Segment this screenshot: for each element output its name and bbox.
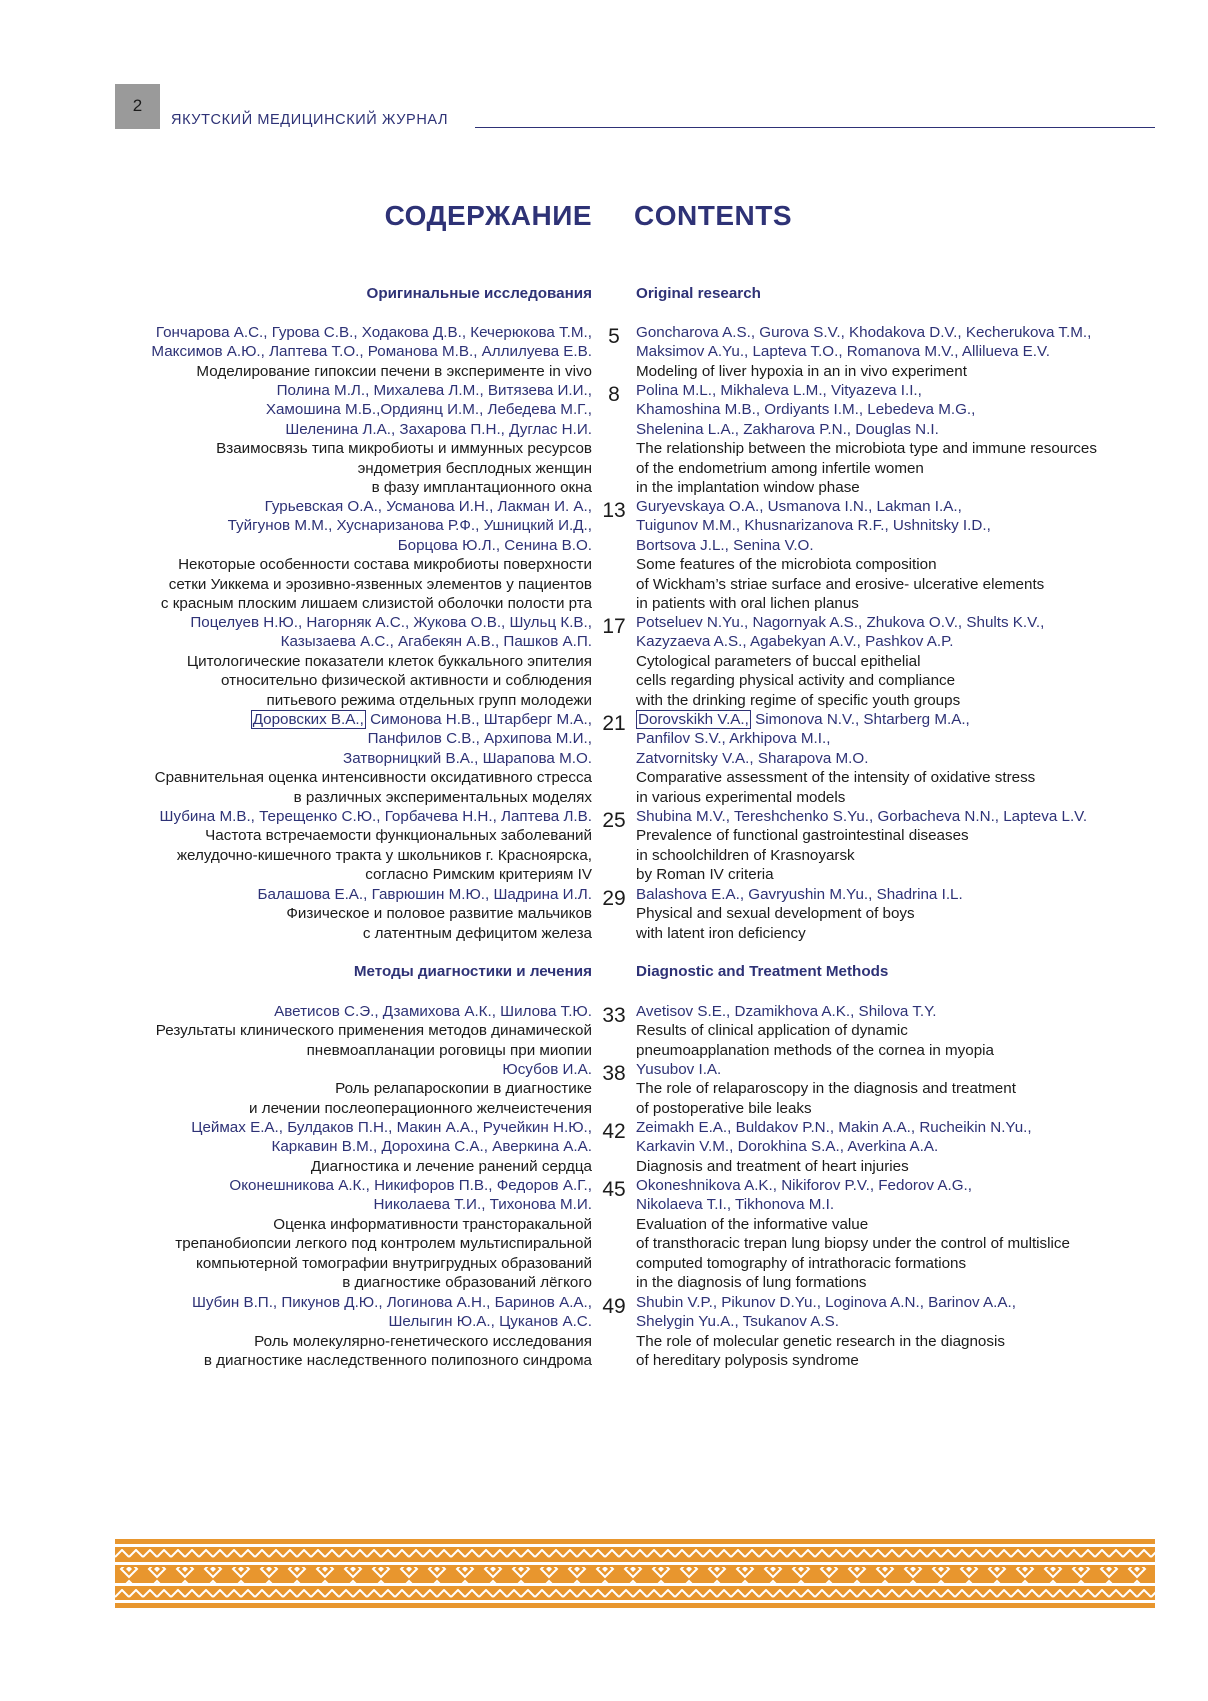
author-line: Казызаева А.С., Агабекян А.В., Пашков А.П. — [280, 633, 592, 651]
toc-page-number: 45 — [602, 1178, 626, 1201]
article-title-line: with the drinking regime of specific youth groups — [636, 691, 961, 709]
author-line: Затворницкий В.А., Шарапова М.О. — [343, 749, 592, 767]
author-line: Guryevskaya O.A., Usmanova I.N., Lakman I.A., — [636, 498, 962, 515]
author-line: Борцова Ю.Л., Сенина В.О. — [397, 536, 592, 554]
article-title-line: Evaluation of the informative value — [636, 1215, 869, 1233]
article-title-line: in patients with oral lichen planus — [636, 595, 859, 613]
author-line: Potseluev N.Yu., Nagornyak A.S., Zhukova O.V., Shults K.V., — [636, 614, 1045, 631]
article-title-line: желудочно-кишечного тракта у школьников г. Красноярска, — [176, 846, 592, 864]
toc-entry-en[interactable] — [636, 323, 1091, 381]
author-line: Panfilov S.V., Arkhipova M.I., — [636, 730, 831, 748]
author-line: Khamoshina M.B., Ordiyants I.M., Lebedeva M.G., — [636, 401, 976, 419]
author-line: Yusubov I.A. — [636, 1061, 722, 1078]
highlighted-author: Dorovskikh V.A., — [638, 711, 749, 728]
article-title-line: Роль релапароскопии в диагностике — [335, 1080, 592, 1098]
article-title-line: The role of relaparoscopy in the diagnosis and treatment — [636, 1080, 1016, 1098]
article-title-line: Modeling of liver hypoxia in an in vivo experiment — [636, 362, 967, 380]
toc-entry-en[interactable] — [636, 1118, 1032, 1176]
article-title-line: of transthoracic trepan lung biopsy under the control of multislice — [636, 1235, 1070, 1253]
highlighted-author: Доровских В.А., — [252, 711, 364, 728]
article-title-line: сетки Уиккема и эрозивно-язвенных элементов у пациентов — [168, 575, 592, 593]
author-line: Шубин В.П., Пикунов Д.Ю., Логинова А.Н., Баринов А.А., — [191, 1294, 592, 1311]
article-title-line: в фазу имплантационного окна — [371, 479, 592, 497]
toc-entry-en[interactable] — [636, 885, 963, 943]
article-title-line: Cytological parameters of buccal epithelial — [636, 652, 921, 670]
article-title-line: и лечении послеоперационного желчеистечения — [249, 1099, 592, 1117]
article-title-line: Цитологические показатели клеток буккального эпителия — [186, 652, 592, 670]
article-title-line: в различных экспериментальных моделях — [293, 788, 592, 806]
author-line: Shelygin Yu.A., Tsukanov A.S. — [636, 1313, 839, 1331]
toc-entry-en[interactable] — [636, 710, 1035, 807]
article-title-line: в диагностике образований лёгкого — [342, 1274, 592, 1292]
article-title-line: of postoperative bile leaks — [636, 1099, 812, 1117]
author-line: Гурьевская О.А., Усманова И.Н., Лакман И. А., — [264, 498, 592, 515]
author-line: Maksimov A.Yu., Lapteva T.O., Romanova M.V., Allilueva E.V. — [636, 343, 1050, 361]
toc-page-number: 33 — [602, 1004, 626, 1027]
toc-entry-ru[interactable] — [161, 497, 592, 613]
author-line: Goncharova A.S., Gurova S.V., Khodakova D.V., Kecherukova T.M., — [636, 324, 1092, 341]
article-title-line: in various experimental models — [636, 788, 846, 806]
toc-entry-en[interactable] — [636, 1176, 1070, 1292]
author-line: Nikolaeva T.I., Tikhonova M.I. — [636, 1196, 835, 1214]
author-line: Каркавин В.М., Дорохина С.А., Аверкина А.А. — [271, 1138, 592, 1156]
toc-entry-ru[interactable] — [155, 710, 592, 807]
article-title-line: Diagnosis and treatment of heart injuries — [636, 1157, 909, 1175]
author-line: Полина М.Л., Михалева Л.М., Витязева И.И., — [276, 382, 592, 399]
toc-page-number: 38 — [602, 1062, 626, 1085]
author-line: Shelenina L.A., Zakharova P.N., Douglas N.I. — [636, 420, 939, 438]
author-line: Поцелуев Н.Ю., Нагорняк А.С., Жукова О.В., Шульц К.В., — [190, 614, 592, 631]
author-line: Максимов А.Ю., Лаптева Т.О., Романова М.В., Аллилуева Е.В. — [151, 343, 592, 361]
author-line: Шеленина Л.А., Захарова П.Н., Дуглас Н.И. — [285, 420, 592, 438]
author-line: Kazyzaeva A.S., Agabekyan A.V., Pashkov A.P. — [636, 633, 954, 651]
article-title-line: Результаты клинического применения методов динамической — [155, 1022, 592, 1040]
article-title-line: Results of clinical application of dynamic — [636, 1022, 908, 1040]
article-title-line: пневмоапланации роговицы при миопии — [306, 1041, 592, 1059]
article-title-line: компьютерной томографии внутригрудных образований — [196, 1254, 592, 1272]
article-title-line: Physical and sexual development of boys — [636, 905, 915, 923]
article-title-line: Частота встречаемости функциональных заболеваний — [205, 827, 592, 845]
article-title-line: Some features of the microbiota composition — [636, 556, 937, 574]
article-title-line: относительно физической активности и соблюдения — [221, 672, 592, 690]
author-names: Simonova N.V., Shtarberg M.A., — [750, 711, 970, 728]
article-title-line: computed tomography of intrathoracic formations — [636, 1254, 967, 1272]
article-title-line: согласно Римским критериям IV — [365, 866, 592, 884]
author-line: Туйгунов М.М., Хуснаризанова Р.Ф., Ушницкий И.Д., — [227, 517, 592, 535]
article-title-line: of hereditary polyposis syndrome — [636, 1352, 859, 1370]
author-line: Tuigunov M.M., Khusnarizanova R.F., Ushnitsky I.D., — [636, 517, 991, 535]
author-line: Polina M.L., Mikhaleva L.M., Vityazeva I.I., — [636, 382, 922, 399]
toc-entry-en[interactable] — [636, 1002, 994, 1060]
author-line: Zeimakh E.A., Buldakov P.N., Makin A.A., Rucheikin N.Yu., — [636, 1119, 1032, 1136]
author-line: Avetisov S.E., Dzamikhova A.K., Shilova T.Y. — [636, 1003, 937, 1020]
toc-page-number: 42 — [602, 1120, 626, 1143]
author-line: Оконешникова А.К., Никифоров П.В., Федоров А.Г., — [229, 1177, 592, 1194]
section-heading-ru: Оригинальные исследования — [366, 285, 592, 302]
running-header — [115, 84, 1155, 130]
article-title-line: питьевого режима отдельных групп молодежи — [266, 691, 592, 709]
article-title-line: in schoolchildren of Krasnoyarsk — [636, 846, 855, 864]
article-title-line: Сравнительная оценка интенсивности оксидативного стресса — [154, 769, 592, 787]
article-title-line: with latent iron deficiency — [636, 924, 806, 942]
toc-entry-ru[interactable] — [216, 381, 592, 497]
toc-entry-ru[interactable] — [175, 1176, 592, 1292]
article-title-line: of Wickham’s striae surface and erosive- ulcerative elements — [636, 575, 1045, 593]
author-line: Shubin V.P., Pikunov D.Yu., Loginova A.N., Barinov A.A., — [636, 1294, 1016, 1311]
toc-entry-en[interactable] — [636, 1060, 1016, 1118]
author-line: Shubina M.V., Tereshchenko S.Yu., Gorbacheva N.N., Lapteva L.V. — [636, 808, 1088, 825]
article-title-line: pneumoapplanation methods of the cornea in myopia — [636, 1041, 994, 1059]
article-title-line: in the implantation window phase — [636, 479, 860, 497]
article-title-line: by Roman IV criteria — [636, 866, 774, 884]
toc-entry-ru[interactable] — [191, 1118, 592, 1176]
toc-entry-en[interactable] — [636, 1293, 1016, 1371]
toc-entry-en[interactable] — [636, 381, 1097, 497]
toc-page-number: 21 — [602, 712, 626, 735]
contents-title-ru: СОДЕРЖАНИЕ — [384, 200, 592, 231]
toc-page-number: 29 — [602, 887, 626, 910]
author-line: Аветисов С.Э., Дзамихова А.К., Шилова Т.Ю. — [274, 1003, 592, 1020]
toc-page-number: 17 — [602, 615, 626, 638]
author-line: Николаева Т.И., Тихонова М.И. — [373, 1196, 592, 1214]
author-line — [636, 710, 1035, 729]
article-title-line: Взаимосвязь типа микробиоты и иммунных ресурсов — [216, 440, 592, 458]
journal-title: ЯКУТСКИЙ МЕДИЦИНСКИЙ ЖУРНАЛ — [171, 112, 449, 128]
author-line — [155, 710, 592, 729]
header-rule — [475, 127, 1155, 128]
section-heading-en: Original research — [636, 285, 761, 302]
author-line: Цеймах Е.А., Булдаков П.Н., Макин А.А., Ручейкин Н.Ю., — [191, 1119, 592, 1136]
author-names: Симонова Н.В., Штарберг М.А., — [365, 711, 592, 728]
article-title-line: Физическое и половое развитие мальчиков — [286, 905, 592, 923]
author-line: Хамошина М.Б.,Ордиянц И.М., Лебедева М.Г., — [265, 401, 592, 419]
toc-entry-ru[interactable] — [249, 1060, 592, 1118]
article-title-line: Диагностика и лечение ранений сердца — [310, 1157, 592, 1175]
article-title-line: Некоторые особенности состава микробиоты поверхности — [178, 556, 592, 574]
article-title-line: Оценка информативности трансторакальной — [273, 1215, 592, 1233]
article-title-line: трепанобиопсии легкого под контролем мультиспиральной — [175, 1235, 592, 1253]
author-line: Балашова Е.А., Гаврюшин М.Ю., Шадрина И.Л. — [257, 886, 592, 903]
section-heading-en: Diagnostic and Treatment Methods — [636, 963, 889, 980]
toc-entry-ru[interactable] — [187, 613, 592, 710]
author-line: Юсубов И.А. — [502, 1061, 592, 1078]
toc-page-number: 8 — [608, 383, 620, 406]
article-title-line: The role of molecular genetic research in the diagnosis — [636, 1332, 1005, 1350]
article-title-line: Моделирование гипоксии печени в эксперименте in vivo — [196, 362, 592, 380]
article-title-line: с красным плоским лишаем слизистой оболочки полости рта — [160, 595, 592, 613]
toc-page-number: 25 — [602, 809, 626, 832]
author-line: Bortsova J.L., Senina V.O. — [636, 536, 814, 554]
article-title-line: Роль молекулярно-генетического исследования — [254, 1332, 592, 1350]
toc-page-number: 49 — [602, 1295, 626, 1318]
article-title-line: The relationship between the microbiota type and immune resources — [636, 440, 1097, 458]
contents-title-en: CONTENTS — [634, 200, 792, 231]
toc-entry-en[interactable] — [636, 613, 1044, 710]
toc-entry-en[interactable] — [636, 807, 1087, 885]
toc-entry-ru[interactable] — [160, 807, 592, 885]
article-title-line: с латентным дефицитом железа — [362, 924, 592, 942]
toc-entry-ru[interactable] — [156, 1002, 592, 1060]
author-line: Karkavin V.M., Dorokhina S.A., Averkina A.A. — [636, 1138, 939, 1156]
article-title-line: в диагностике наследственного полипозного синдрома — [203, 1352, 592, 1370]
article-title-line: of the endometrium among infertile women — [636, 459, 924, 477]
author-line: Шубина М.В., Терещенко С.Ю., Горбачева Н.Н., Лаптева Л.В. — [159, 808, 592, 825]
section-heading-ru: Методы диагностики и лечения — [353, 963, 592, 980]
toc-entry-en[interactable] — [636, 497, 1044, 613]
author-line: Панфилов С.В., Архипова М.И., — [367, 730, 592, 748]
article-title-line: Prevalence of functional gastrointestinal diseases — [636, 827, 969, 845]
author-line: Zatvornitsky V.A., Sharapova M.O. — [636, 749, 869, 767]
author-line: Okoneshnikova A.K., Nikiforov P.V., Fedorov A.G., — [636, 1177, 972, 1194]
toc-entry-ru[interactable] — [151, 323, 592, 381]
article-title-line: эндометрия бесплодных женщин — [357, 459, 592, 477]
toc-page-number: 5 — [608, 325, 620, 348]
author-line: Шелыгин Ю.А., Цуканов А.С. — [388, 1313, 592, 1331]
toc-entry-ru[interactable] — [192, 1293, 592, 1371]
toc-entry-ru[interactable] — [258, 885, 592, 943]
author-line: Гончарова А.С., Гурова С.В., Ходакова Д.В., Кечерюкова Т.М., — [155, 324, 592, 341]
author-line: Balashova E.A., Gavryushin M.Yu., Shadrina I.L. — [636, 886, 963, 903]
article-title-line: Comparative assessment of the intensity of oxidative stress — [636, 769, 1036, 787]
page-number: 2 — [115, 84, 160, 129]
article-title-line: cells regarding physical activity and compliance — [636, 672, 956, 690]
toc-page-number: 13 — [602, 499, 626, 522]
article-title-line: in the diagnosis of lung formations — [636, 1274, 867, 1292]
folk-pattern-border — [115, 1539, 1155, 1608]
